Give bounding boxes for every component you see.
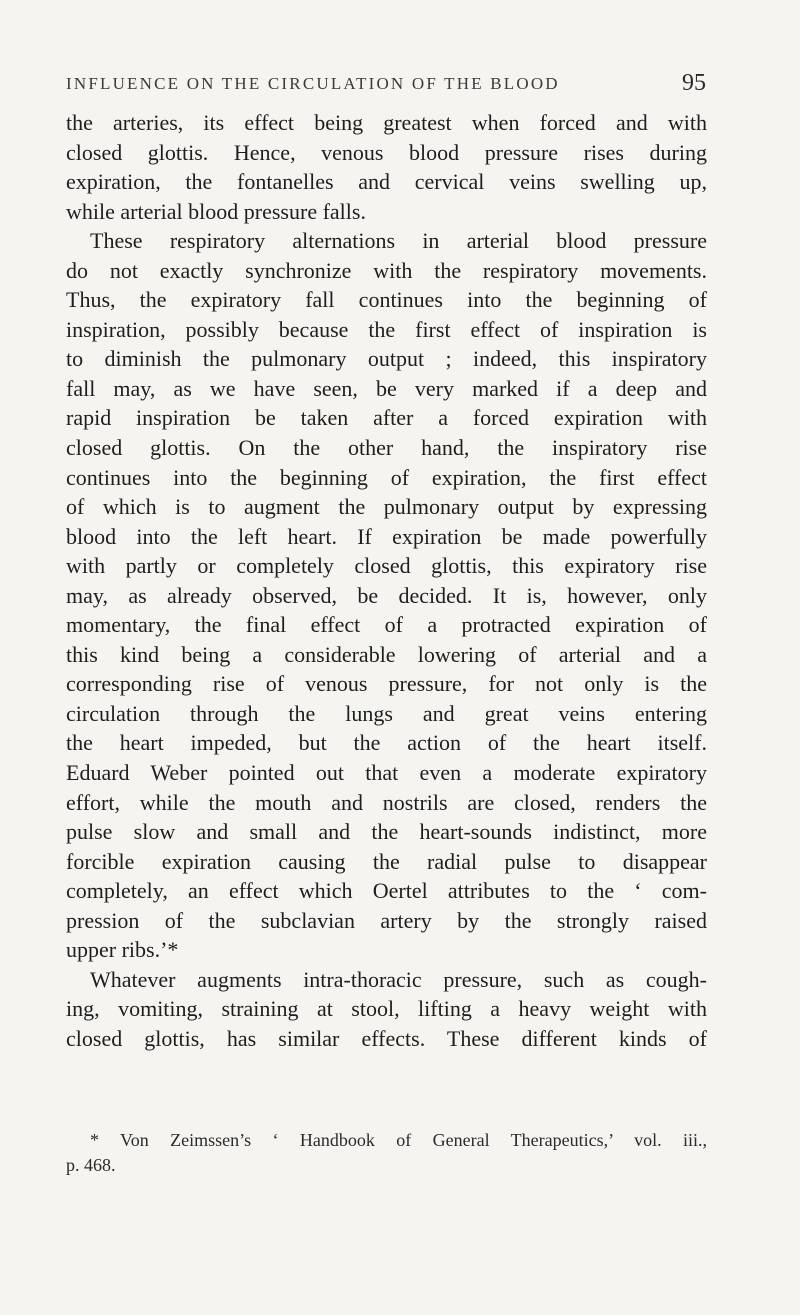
text-line: completely, an effect which Oertel attributes to the ‘ com- bbox=[66, 878, 707, 904]
text-line: this kind being a considerable lowering of arterial and a bbox=[66, 641, 707, 667]
text-line: pression of the subclavian artery by the strongly raised bbox=[66, 907, 707, 933]
text-line: These respiratory alternations in arterial blood pressure bbox=[90, 228, 707, 254]
footnote bbox=[66, 1128, 707, 1178]
text-line: ing, vomiting, straining at stool, lifting a heavy weight with bbox=[66, 996, 707, 1022]
text-line: inspiration, possibly because the first effect of inspiration is bbox=[66, 316, 707, 342]
text-line: pulse slow and small and the heart-sounds indistinct, more bbox=[66, 819, 707, 845]
text-line: momentary, the final effect of a protracted expiration of bbox=[66, 612, 707, 638]
text-line: forcible expiration causing the radial pulse to disappear bbox=[66, 848, 707, 874]
footnote-line: * Von Zeimssen’s ‘ Handbook of General Therapeutics,’ vol. iii., bbox=[90, 1130, 707, 1150]
text-line: closed glottis. Hence, venous blood pressure rises during bbox=[66, 139, 707, 165]
text-line: upper ribs.’* bbox=[66, 937, 179, 963]
text-line: with partly or completely closed glottis, this expiratory rise bbox=[66, 553, 707, 579]
text-line: circulation through the lungs and great veins entering bbox=[66, 700, 707, 726]
text-line: Eduard Weber pointed out that even a moderate expiratory bbox=[66, 760, 707, 786]
text-line: closed glottis. On the other hand, the inspiratory rise bbox=[66, 435, 707, 461]
text-line: do not exactly synchronize with the respiratory movements. bbox=[66, 257, 707, 283]
text-line: effort, while the mouth and nostrils are closed, renders the bbox=[66, 789, 707, 815]
page-number: 95 bbox=[682, 70, 706, 96]
running-header-title: INFLUENCE ON THE CIRCULATION OF THE BLOOD bbox=[66, 74, 560, 93]
footnote-line: p. 468. bbox=[66, 1155, 116, 1175]
text-line: the arteries, its effect being greatest when forced and with bbox=[66, 110, 707, 135]
text-line: Thus, the expiratory fall continues into the beginning of bbox=[66, 287, 707, 313]
text-line: of which is to augment the pulmonary output by expressing bbox=[66, 494, 707, 520]
text-line: expiration, the fontanelles and cervical veins swelling up, bbox=[66, 169, 707, 195]
running-header bbox=[66, 70, 706, 104]
text-line: closed glottis, has similar effects. These different kinds of bbox=[66, 1025, 707, 1051]
text-line: continues into the beginning of expiration, the first effect bbox=[66, 464, 707, 490]
text-line: rapid inspiration be taken after a forced expiration with bbox=[66, 405, 707, 431]
text-line: may, as already observed, be decided. It is, however, only bbox=[66, 582, 707, 608]
text-line: while arterial blood pressure falls. bbox=[66, 198, 366, 224]
body-text bbox=[66, 108, 707, 1054]
text-line: Whatever augments intra-thoracic pressure, such as cough- bbox=[90, 966, 707, 992]
text-line: to diminish the pulmonary output ; indeed, this inspiratory bbox=[66, 346, 707, 372]
text-line: blood into the left heart. If expiration be made powerfully bbox=[66, 523, 707, 549]
text-line: fall may, as we have seen, be very marked if a deep and bbox=[66, 375, 707, 401]
text-line: corresponding rise of venous pressure, for not only is the bbox=[66, 671, 707, 697]
text-line: the heart impeded, but the action of the heart itself. bbox=[66, 730, 707, 756]
